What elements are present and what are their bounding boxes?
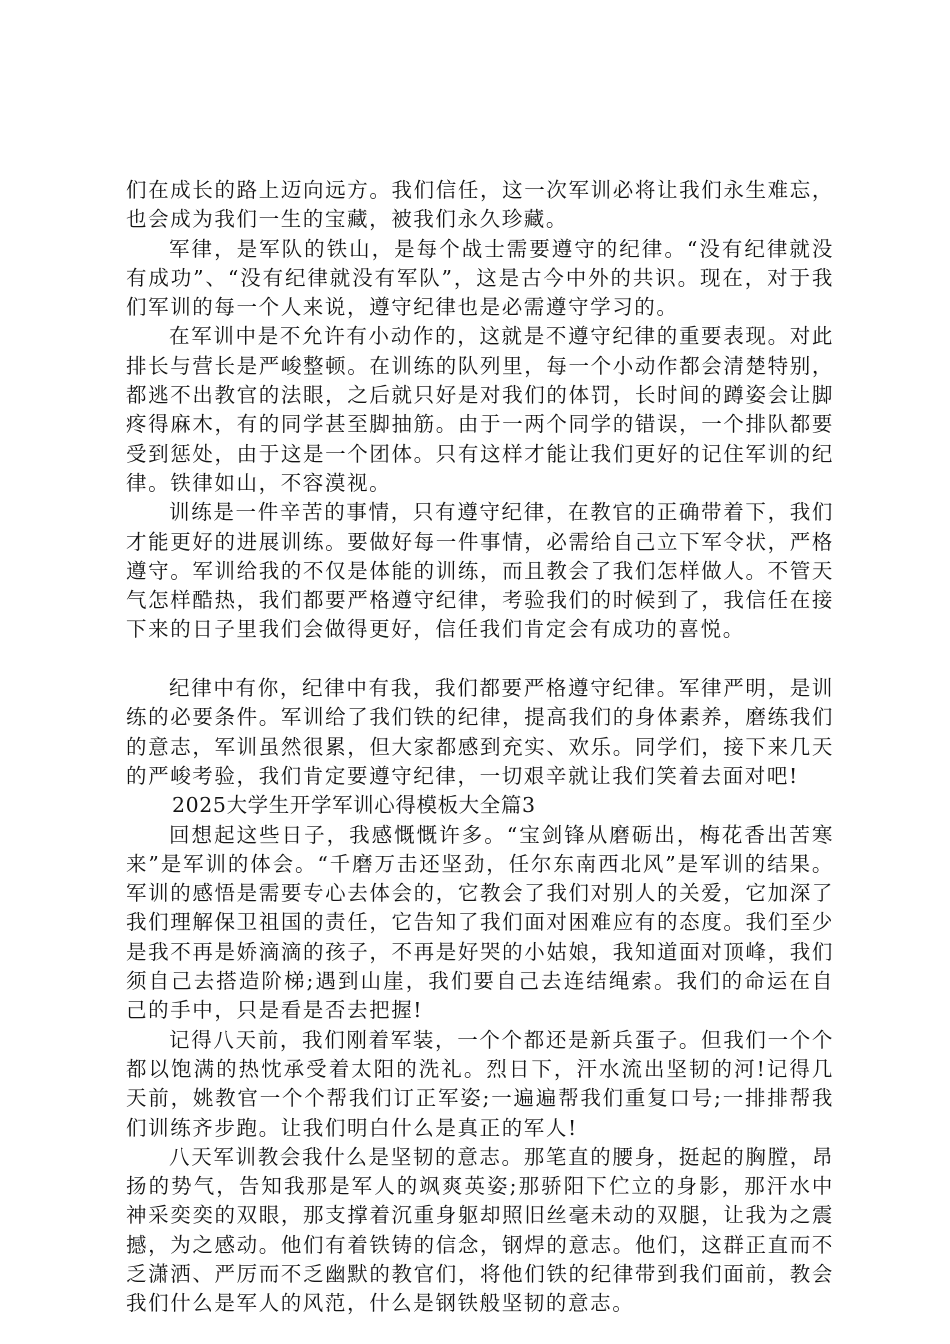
paragraph-training-hard-work: 训练是一件辛苦的事情，只有遵守纪律，在教官的正确带着下，我们才能更好的进展训练。要做好每一件事情，必需给自己立下军令状，严格遵守。军训给我的不仅是体能的训练，而且教会了我们怎样做人。不管天气怎样酷热，我们都要严格遵守纪律，考验我们的时候到了，我信任在接下来的日子里我们会做得更好，信任我们肯定会有成功的喜悦。 xyxy=(126,500,834,642)
paragraph-discipline-iron-mountain: 军律，是军队的铁山，是每个战士需要遵守的纪律。“没有纪律就没有成功”、“没有纪律就没有军队”，这是古今中外的共识。现在，对于我们军训的每一个人来说，遵守纪律也是必需遵守学习的。 xyxy=(126,236,834,320)
document-body xyxy=(126,176,834,1319)
paragraph-no-small-movements: 在军训中是不允许有小动作的，这就是不遵守纪律的重要表现。对此排长与营长是严峻整顿。在训练的队列里，每一个小动作都会清楚特别，都逃不出教官的法眼，之后就只好是对我们的体罚，长时间的蹲姿会让脚疼得麻木，有的同学甚至脚抽筋。由于一两个同学的错误，一个排队都要受到惩处，由于这是一个团体。只有这样才能让我们更好的记住军训的纪律。铁律如山，不容漠视。 xyxy=(126,324,834,495)
paragraph-firm-will: 八天军训教会我什么是坚韧的意志。那笔直的腰身，挺起的胸膛，昂扬的势气，告知我那是军人的飒爽英姿;那骄阳下伫立的身影，那汗水中神采奕奕的双眼，那支撑着沉重身躯却照旧丝毫未动的双腿，让我为之震撼，为之感动。他们有着铁铸的信念，钢焊的意志。他们，这群正直而不乏潇洒、严厉而不乏幽默的教官们，将他们铁的纪律带到我们面前，教会我们什么是军人的风范，什么是钢铁般坚韧的意志。 xyxy=(126,1144,834,1316)
paragraph-continuation: 们在成长的路上迈向远方。我们信任，这一次军训必将让我们永生难忘，也会成为我们一生的宝藏，被我们永久珍藏。 xyxy=(126,178,834,232)
paragraph-recalling-days: 回想起这些日子，我感慨慨许多。“宝剑锋从磨砺出，梅花香出苦寒来”是军训的体会。“千磨万击还坚劲，任尔东南西北风”是军训的结果。军训的感悟是需要专心去体会的，它教会了我们对别人的关爱，它加深了我们理解保卫祖国的责任，它告知了我们面对困难应有的态度。我们至少是我不再是娇滴滴的孩子，不再是好哭的小姑娘，我知道面对顶峰，我们须自己去搭造阶梯;遇到山崖，我们要自己去连结绳索。我们的命运在自己的手中，只是看是否去把握! xyxy=(126,822,834,1023)
paragraph-discipline-in-us: 纪律中有你，纪律中有我，我们都要严格遵守纪律。军律严明，是训练的必要条件。军训给了我们铁的纪律，提高我们的身体素养，磨练我们的意志，军训虽然很累，但大家都感到充实、欢乐。同学们，接下来几天的严峻考验，我们肯定要遵守纪律，一切艰辛就让我们笑着去面对吧! xyxy=(126,676,834,788)
paragraph-spacer xyxy=(126,645,834,674)
section-heading: 2025大学生开学军训心得模板大全篇3 xyxy=(172,793,536,818)
paragraph-eight-days-ago: 记得八天前，我们刚着军装，一个个都还是新兵蛋子。但我们一个个都以饱满的热忱承受着太阳的洗礼。烈日下，汗水流出坚韧的河!记得几天前，姚教官一个个帮我们订正军姿;一遍遍帮我们重复口号;一排排帮我们训练齐步跑。让我们明白什么是真正的军人! xyxy=(126,1027,834,1140)
